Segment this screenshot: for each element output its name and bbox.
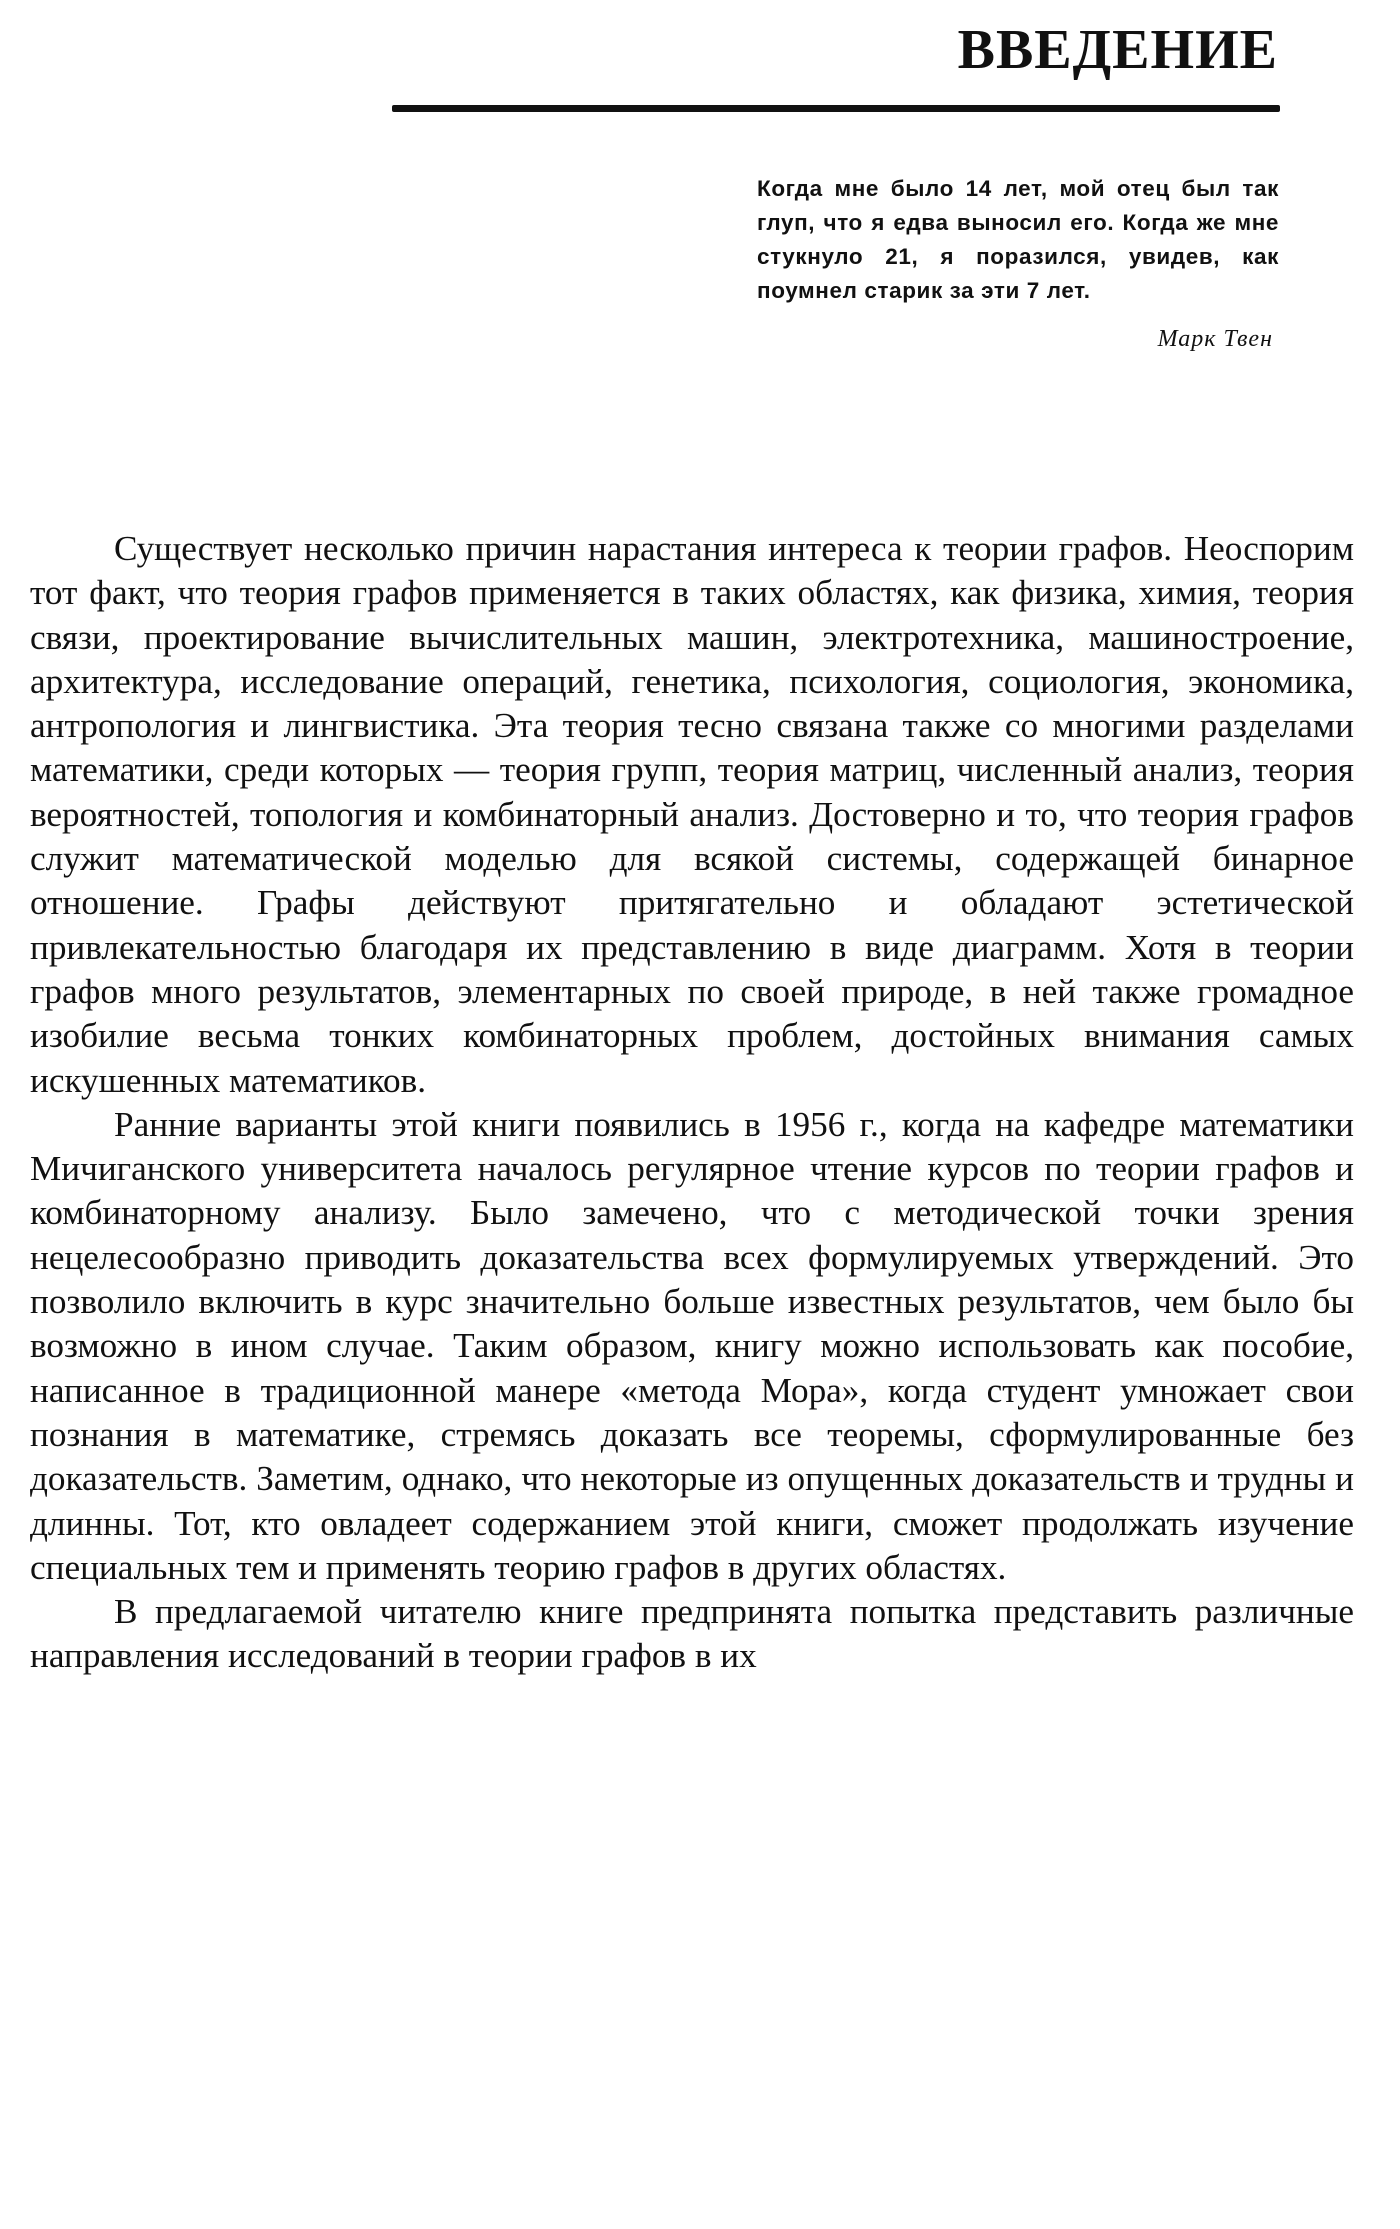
epigraph-text: Когда мне было 14 лет, мой отец был так глуп, что я едва выносил его. Когда же мне стукнуло 21, я поразился, увидев, как поумнел старик за эти 7 лет. [757,176,1279,303]
epigraph-author: Марк Твен [1157,326,1273,352]
body-text [30,527,1354,1679]
paragraph: Ранние варианты этой книги появились в 1956 г., когда на кафедре математики Мичиганского университета началось регулярное чтение курсов по теории графов и комбинаторному анализу. Было замечено, что с методической точки зрения нецелесообразно приводить доказательства всех формулируемых утверждений. Это позволило включить в курс значительно больше известных результатов, чем было бы возможно в ином случае. Таким образом, книгу можно использовать как пособие, написанное в традиционной манере «метода Мора», когда студент умножает свои познания в математике, стремясь доказать все теоремы, сформулированные без доказательств. Заметим, однако, что некоторые из опущенных доказательств и трудны и длинны. Тот, кто овладеет содержанием этой книги, сможет продолжать изучение специальных тем и применять теорию графов в других областях. [30,1104,1354,1587]
epigraph [757,172,1279,356]
title-rule [392,105,1280,112]
chapter-title: ВВЕДЕНИЕ [957,19,1278,81]
paragraph: Существует несколько причин нарастания интереса к теории графов. Неоспорим тот факт, что теория графов применяется в таких областях, как физика, химия, теория связи, проектирование вычислительных машин, электротехника, машиностроение, архитектура, исследование операций, генетика, психология, социология, экономика, антропология и лингвистика. Эта теория тесно связана также со многими разделами математики, среди которых — теория групп, теория матриц, численный анализ, теория вероятностей, топология и комбинаторный анализ. Достоверно и то, что теория графов служит математической моделью для всякой системы, содержащей бинарное отношение. Графы действуют притягательно и обладают эстетической привлекательностью благодаря их представлению в виде диаграмм. Хотя в теории графов много результатов, элементарных по своей природе, в ней также громадное изобилие весьма тонких комбинаторных проблем, достойных внимания самых искушенных математиков. [30,529,1354,1100]
paragraph: В предлагаемой читателю книге предпринята попытка представить различные направления исследований в теории графов в их [30,1592,1354,1676]
